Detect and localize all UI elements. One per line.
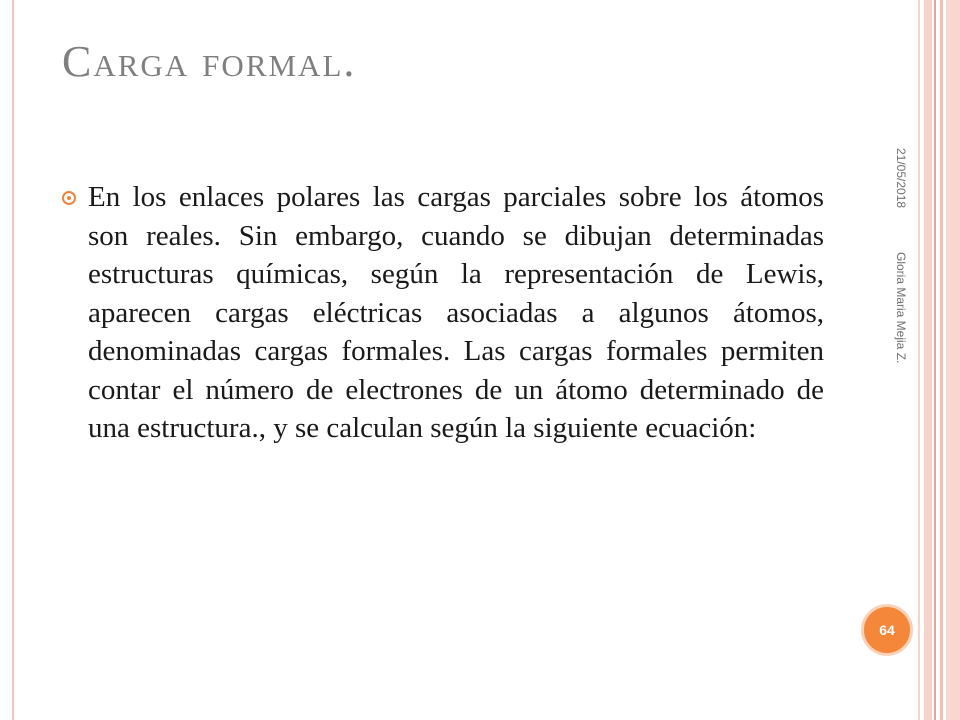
left-border-line	[12, 0, 14, 720]
right-stripe	[924, 0, 932, 720]
page-number-badge: 64	[861, 604, 913, 656]
slide-author: Gloria Maria Mejia Z.	[894, 252, 908, 364]
bullet-text: En los enlaces polares las cargas parciales sobre los átomos son reales. Sin embargo, cuando se dibujan determinadas estructuras químicas, según la representación de Lewis, aparecen cargas eléctricas asociadas a algunos átomos, denominadas cargas formales. Las cargas formales permiten contar el número de electrones de un átomo determinado de una estructura., y se calculan según la siguiente ecuación:	[88, 181, 824, 444]
right-stripe	[940, 0, 943, 720]
bullet-item	[62, 178, 824, 448]
right-stripe	[946, 0, 960, 720]
slide-date: 21/05/2018	[894, 148, 908, 209]
right-stripe	[918, 0, 920, 720]
slide-title: Carga formal.	[62, 37, 357, 86]
bullet-circle-icon	[62, 191, 76, 205]
right-stripe	[934, 0, 936, 720]
